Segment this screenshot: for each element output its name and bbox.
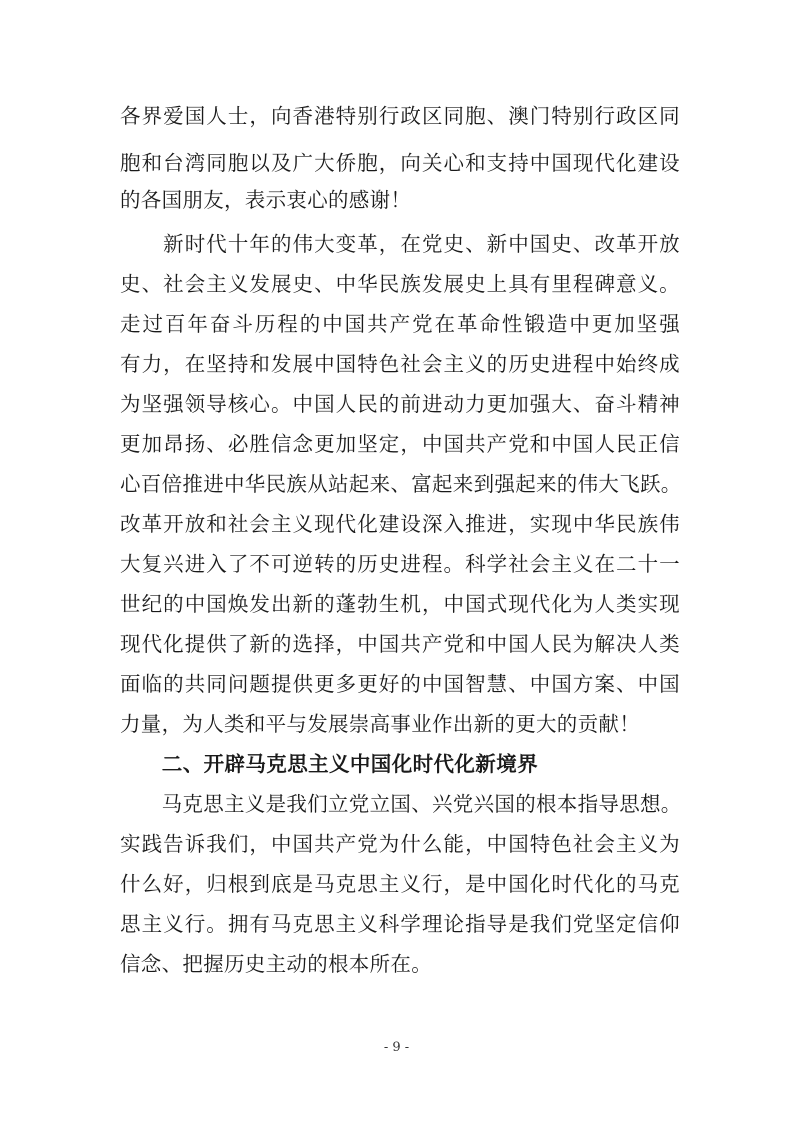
paragraph-line: 为坚强领导核心。中国人民的前进动力更加强大、奋斗精神 <box>120 392 680 416</box>
paragraph-line: 心百倍推进中华民族从站起来、富起来到强起来的伟大飞跃。 <box>120 472 682 496</box>
paragraph-line: 有力，在坚持和发展中国特色社会主义的历史进程中始终成 <box>120 352 680 376</box>
section-heading: 二、开辟马克思主义中国化时代化新境界 <box>120 752 538 776</box>
paragraph-line: 世纪的中国焕发出新的蓬勃生机，中国式现代化为人类实现 <box>120 592 680 616</box>
paragraph-line: 思主义行。拥有马克思主义科学理论指导是我们党坚定信仰 <box>120 912 680 936</box>
paragraph-line: 史、社会主义发展史、中华民族发展史上具有里程碑意义。 <box>120 272 680 296</box>
paragraph-line: 信念、把握历史主动的根本所在。 <box>120 952 432 976</box>
paragraph-line: 更加昂扬、必胜信念更加坚定，中国共产党和中国人民正信 <box>120 432 680 456</box>
paragraph-line: 走过百年奋斗历程的中国共产党在革命性锻造中更加坚强 <box>120 312 680 336</box>
paragraph-line: 什么好，归根到底是马克思主义行，是中国化时代化的马克 <box>120 872 680 896</box>
paragraph-line: 现代化提供了新的选择，中国共产党和中国人民为解决人类 <box>120 632 680 656</box>
paragraph-line: 各界爱国人士，向香港特别行政区同胞、澳门特别行政区同 <box>120 104 680 128</box>
page-number: - 9 - <box>383 1040 410 1055</box>
paragraph-line: 的各国朋友，表示衷心的感谢！ <box>120 188 412 212</box>
paragraph-line: 大复兴进入了不可逆转的历史进程。科学社会主义在二十一 <box>120 552 680 576</box>
paragraph-line: 实践告诉我们，中国共产党为什么能，中国特色社会主义为 <box>120 832 680 856</box>
paragraph-line: 新时代十年的伟大变革，在党史、新中国史、改革开放 <box>120 232 680 256</box>
paragraph-line: 力量，为人类和平与发展崇高事业作出新的更大的贡献！ <box>120 712 640 736</box>
paragraph-line: 胞和台湾同胞以及广大侨胞，向关心和支持中国现代化建设 <box>120 151 680 175</box>
paragraph-line: 马克思主义是我们立党立国、兴党兴国的根本指导思想。 <box>120 792 682 816</box>
paragraph-line: 改革开放和社会主义现代化建设深入推进，实现中华民族伟 <box>120 512 680 536</box>
paragraph-line: 面临的共同问题提供更多更好的中国智慧、中国方案、中国 <box>120 672 680 696</box>
